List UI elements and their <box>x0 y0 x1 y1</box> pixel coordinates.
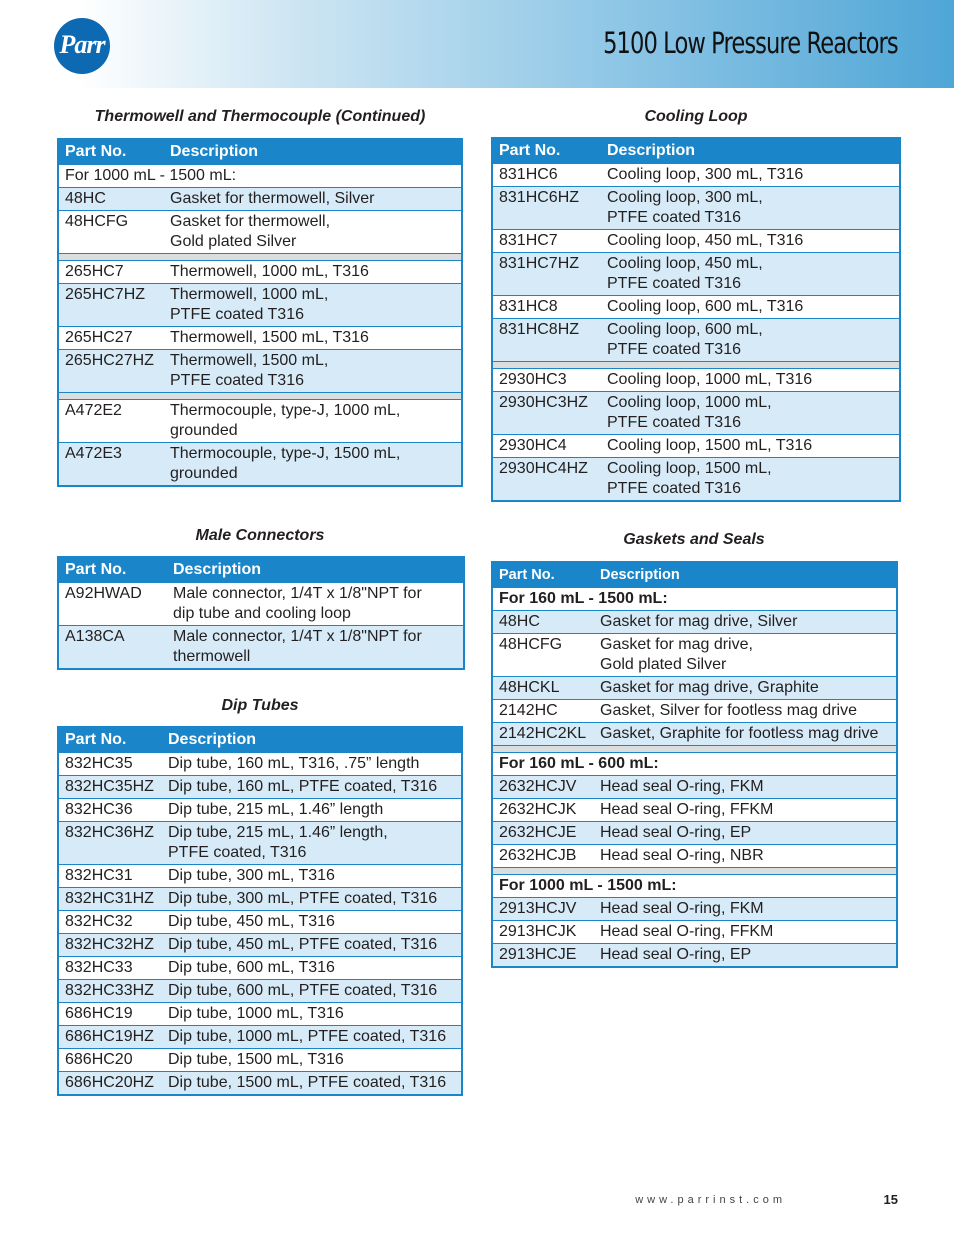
part-number: 832HC35 <box>58 753 162 776</box>
part-description: Dip tube, 450 mL, PTFE coated, T316 <box>162 934 462 957</box>
table-row <box>58 1026 462 1049</box>
part-no-header: Part No. <box>58 727 162 753</box>
part-number: 832HC31 <box>58 865 162 888</box>
table-row <box>492 187 900 230</box>
thermowell-rows <box>58 165 462 487</box>
part-number: 48HCFG <box>492 634 594 677</box>
description-header: Description <box>164 139 462 165</box>
dip-tubes-rows <box>58 753 462 1096</box>
part-number: 2632HCJB <box>492 845 594 868</box>
separator-cell <box>58 254 462 261</box>
part-number: 2632HCJV <box>492 776 594 799</box>
part-number: 48HC <box>492 611 594 634</box>
part-number: 832HC32 <box>58 911 162 934</box>
table-row <box>58 1072 462 1096</box>
table-row <box>58 865 462 888</box>
description-header: Description <box>162 727 462 753</box>
part-number: 2913HCJV <box>492 898 594 921</box>
part-number: 265HC7HZ <box>58 284 164 327</box>
part-number: 831HC6HZ <box>492 187 601 230</box>
part-description: Dip tube, 215 mL, 1.46” length, PTFE coated, T316 <box>162 822 462 865</box>
table-row <box>58 626 464 670</box>
table-row <box>492 776 897 799</box>
part-number: 2913HCJE <box>492 944 594 968</box>
part-description: Head seal O-ring, NBR <box>594 845 897 868</box>
part-description: Dip tube, 160 mL, T316, .75” length <box>162 753 462 776</box>
part-number: 48HCFG <box>58 211 164 254</box>
logo-text: Parr <box>59 30 105 59</box>
cooling-loop-table <box>491 137 901 502</box>
table-row <box>492 319 900 362</box>
table-row <box>492 369 900 392</box>
part-description: Gasket, Silver for footless mag drive <box>594 700 897 723</box>
part-number: 265HC27 <box>58 327 164 350</box>
separator-cell <box>492 362 900 369</box>
table-row <box>58 934 462 957</box>
part-description: Dip tube, 1500 mL, T316 <box>162 1049 462 1072</box>
table-row <box>492 611 897 634</box>
part-description: Cooling loop, 450 mL, PTFE coated T316 <box>601 253 900 296</box>
group-separator <box>492 868 897 875</box>
part-description: Cooling loop, 600 mL, PTFE coated T316 <box>601 319 900 362</box>
part-number: 832HC32HZ <box>58 934 162 957</box>
thermowell-section-title: Thermowell and Thermocouple (Continued) <box>94 108 426 125</box>
table-row <box>58 980 462 1003</box>
separator-cell <box>58 393 462 400</box>
part-number: 831HC7 <box>492 230 601 253</box>
parr-logo <box>54 18 110 74</box>
table-row <box>58 583 464 626</box>
part-description: Thermocouple, type-J, 1500 mL, grounded <box>164 443 462 487</box>
gaskets-section-title: Gaskets and Seals <box>623 531 765 548</box>
table-row <box>492 164 900 187</box>
table-row <box>58 400 462 443</box>
part-number: 831HC8HZ <box>492 319 601 362</box>
male-connectors-table <box>57 556 465 670</box>
part-number: 831HC7HZ <box>492 253 601 296</box>
part-number: 686HC19 <box>58 1003 162 1026</box>
gaskets-rows <box>492 588 897 968</box>
footer-url: www.parrinst.com <box>635 1194 786 1206</box>
part-number: 832HC31HZ <box>58 888 162 911</box>
table-row <box>58 911 462 934</box>
part-number: 2930HC3 <box>492 369 601 392</box>
table-row <box>58 1049 462 1072</box>
part-description: Thermowell, 1500 mL, PTFE coated T316 <box>164 350 462 393</box>
part-number: A138CA <box>58 626 167 670</box>
part-description: Head seal O-ring, FFKM <box>594 799 897 822</box>
part-number: A472E3 <box>58 443 164 487</box>
part-number: 832HC36HZ <box>58 822 162 865</box>
table-row <box>492 634 897 677</box>
part-description: Dip tube, 1500 mL, PTFE coated, T316 <box>162 1072 462 1096</box>
table-row <box>58 188 462 211</box>
part-number: 2930HC4HZ <box>492 458 601 502</box>
table-row <box>58 350 462 393</box>
table-row <box>58 211 462 254</box>
part-description: Cooling loop, 300 mL, T316 <box>601 164 900 187</box>
table-row <box>492 723 897 746</box>
part-description: Male connector, 1/4T x 1/8"NPT for thermowell <box>167 626 464 670</box>
part-description: Thermowell, 1500 mL, T316 <box>164 327 462 350</box>
part-description: Head seal O-ring, FFKM <box>594 921 897 944</box>
group-heading: For 160 mL - 1500 mL: <box>492 588 897 611</box>
cooling-loop-section-title: Cooling Loop <box>644 108 748 125</box>
part-description: Head seal O-ring, FKM <box>594 898 897 921</box>
part-number: 832HC33 <box>58 957 162 980</box>
table-row <box>58 822 462 865</box>
part-description: Dip tube, 300 mL, T316 <box>162 865 462 888</box>
part-number: A92HWAD <box>58 583 167 626</box>
part-description: Cooling loop, 1000 mL, PTFE coated T316 <box>601 392 900 435</box>
table-row <box>492 921 897 944</box>
part-number: 2930HC3HZ <box>492 392 601 435</box>
part-description: Gasket for mag drive, Silver <box>594 611 897 634</box>
table-row <box>58 443 462 487</box>
part-description: Gasket for mag drive, Graphite <box>594 677 897 700</box>
cooling-loop-rows <box>492 164 900 502</box>
table-header-row <box>492 562 897 588</box>
table-row <box>492 458 900 502</box>
group-separator <box>492 746 897 753</box>
part-description: Cooling loop, 600 mL, T316 <box>601 296 900 319</box>
part-number: 2142HC2KL <box>492 723 594 746</box>
part-description: Dip tube, 600 mL, PTFE coated, T316 <box>162 980 462 1003</box>
part-no-header: Part No. <box>58 139 164 165</box>
table-header-row <box>58 557 464 583</box>
page-header <box>0 0 954 88</box>
table-row <box>58 957 462 980</box>
part-description: Dip tube, 215 mL, 1.46” length <box>162 799 462 822</box>
table-row <box>492 700 897 723</box>
part-description: Gasket for mag drive, Gold plated Silver <box>594 634 897 677</box>
table-row <box>492 392 900 435</box>
group-heading-row <box>58 165 462 188</box>
part-number: 2913HCJK <box>492 921 594 944</box>
description-header: Description <box>167 557 464 583</box>
part-number: 48HC <box>58 188 164 211</box>
page-title: 5100 Low Pressure Reactors <box>603 26 898 60</box>
part-description: Cooling loop, 1500 mL, PTFE coated T316 <box>601 458 900 502</box>
part-description: Cooling loop, 450 mL, T316 <box>601 230 900 253</box>
table-row <box>58 1003 462 1026</box>
part-no-header: Part No. <box>492 562 594 588</box>
table-row <box>58 776 462 799</box>
table-row <box>492 822 897 845</box>
table-header-row <box>492 138 900 164</box>
part-description: Dip tube, 450 mL, T316 <box>162 911 462 934</box>
table-header-row <box>58 727 462 753</box>
part-number: 832HC36 <box>58 799 162 822</box>
thermowell-table <box>57 138 463 487</box>
part-description: Cooling loop, 300 mL, PTFE coated T316 <box>601 187 900 230</box>
group-separator <box>492 362 900 369</box>
group-heading-row <box>492 588 897 611</box>
part-no-header: Part No. <box>492 138 601 164</box>
gaskets-table <box>491 561 898 968</box>
dip-tubes-section-title: Dip Tubes <box>221 697 299 714</box>
group-heading: For 160 mL - 600 mL: <box>492 753 897 776</box>
group-heading-row <box>492 875 897 898</box>
table-row <box>492 296 900 319</box>
table-row <box>492 845 897 868</box>
part-description: Dip tube, 300 mL, PTFE coated, T316 <box>162 888 462 911</box>
part-number: 832HC33HZ <box>58 980 162 1003</box>
part-description: Dip tube, 160 mL, PTFE coated, T316 <box>162 776 462 799</box>
table-row <box>58 261 462 284</box>
part-description: Head seal O-ring, FKM <box>594 776 897 799</box>
part-description: Head seal O-ring, EP <box>594 822 897 845</box>
table-row <box>58 888 462 911</box>
part-number: 2142HC <box>492 700 594 723</box>
part-description: Thermowell, 1000 mL, PTFE coated T316 <box>164 284 462 327</box>
group-separator <box>58 254 462 261</box>
group-heading-row <box>492 753 897 776</box>
part-number: 2632HCJK <box>492 799 594 822</box>
part-description: Thermocouple, type-J, 1000 mL, grounded <box>164 400 462 443</box>
page-number: 15 <box>883 1192 898 1207</box>
group-heading: For 1000 mL - 1500 mL: <box>58 165 462 188</box>
part-number: 48HCKL <box>492 677 594 700</box>
part-number: 686HC20HZ <box>58 1072 162 1096</box>
table-row <box>492 230 900 253</box>
part-number: 265HC27HZ <box>58 350 164 393</box>
table-header-row <box>58 139 462 165</box>
table-row <box>58 753 462 776</box>
group-heading: For 1000 mL - 1500 mL: <box>492 875 897 898</box>
separator-cell <box>492 868 897 875</box>
part-number: 2632HCJE <box>492 822 594 845</box>
part-description: Thermowell, 1000 mL, T316 <box>164 261 462 284</box>
separator-cell <box>492 746 897 753</box>
part-description: Cooling loop, 1000 mL, T316 <box>601 369 900 392</box>
description-header: Description <box>601 138 900 164</box>
table-row <box>58 327 462 350</box>
table-row <box>492 435 900 458</box>
group-separator <box>58 393 462 400</box>
description-header: Description <box>594 562 897 588</box>
part-description: Head seal O-ring, EP <box>594 944 897 968</box>
part-number: 832HC35HZ <box>58 776 162 799</box>
male-connectors-section-title: Male Connectors <box>195 527 325 544</box>
table-row <box>58 284 462 327</box>
part-description: Dip tube, 600 mL, T316 <box>162 957 462 980</box>
part-description: Gasket for thermowell, Silver <box>164 188 462 211</box>
part-description: Cooling loop, 1500 mL, T316 <box>601 435 900 458</box>
part-description: Male connector, 1/4T x 1/8"NPT for dip tube and cooling loop <box>167 583 464 626</box>
part-description: Gasket for thermowell, Gold plated Silver <box>164 211 462 254</box>
part-number: 686HC19HZ <box>58 1026 162 1049</box>
part-number: 831HC6 <box>492 164 601 187</box>
part-no-header: Part No. <box>58 557 167 583</box>
part-description: Dip tube, 1000 mL, T316 <box>162 1003 462 1026</box>
table-row <box>492 253 900 296</box>
part-description: Gasket, Graphite for footless mag drive <box>594 723 897 746</box>
table-row <box>492 799 897 822</box>
part-number: A472E2 <box>58 400 164 443</box>
table-row <box>492 898 897 921</box>
table-row <box>492 677 897 700</box>
male-connectors-rows <box>58 583 464 670</box>
table-row <box>492 944 897 968</box>
dip-tubes-table <box>57 726 463 1096</box>
part-number: 686HC20 <box>58 1049 162 1072</box>
part-number: 831HC8 <box>492 296 601 319</box>
part-description: Dip tube, 1000 mL, PTFE coated, T316 <box>162 1026 462 1049</box>
part-number: 2930HC4 <box>492 435 601 458</box>
table-row <box>58 799 462 822</box>
part-number: 265HC7 <box>58 261 164 284</box>
